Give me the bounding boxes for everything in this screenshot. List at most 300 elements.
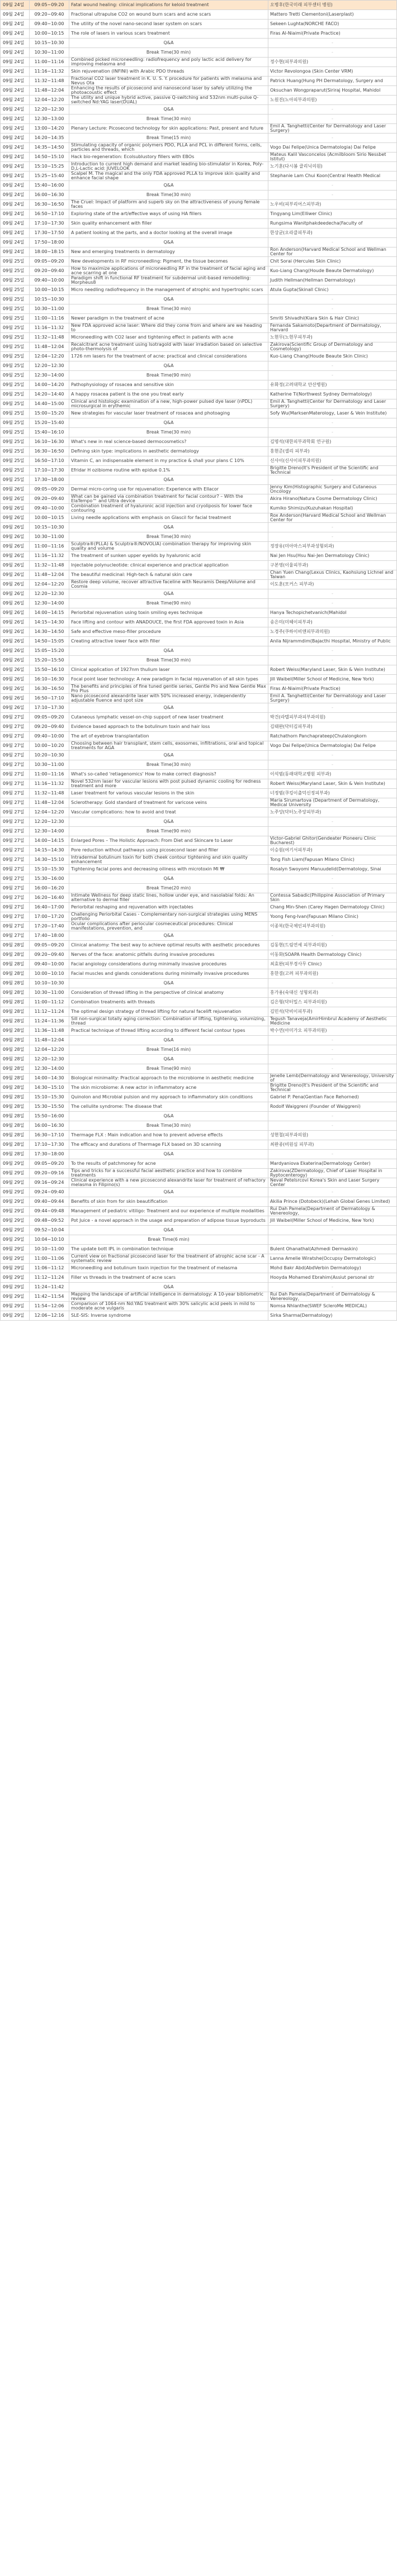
schedule-row	[1, 105, 397, 115]
session-date: 09월 29일	[1, 1188, 30, 1197]
schedule-row	[1, 48, 397, 58]
session-date: 09월 27일	[1, 931, 30, 941]
session-title: Microneedling with CO2 laser and tightening effect in patients with acne	[69, 333, 268, 342]
session-date: 09월 27일	[1, 732, 30, 741]
session-time: 15:40~16:10	[30, 428, 69, 437]
session-time: 12:04~12:20	[30, 96, 69, 105]
session-time: 14:35~14:50	[30, 143, 69, 153]
session-speaker: -	[268, 39, 397, 48]
schedule-row	[1, 922, 397, 931]
session-date: 09월 28일	[1, 979, 30, 988]
session-time: 16:50~17:10	[30, 209, 69, 219]
session-title: Break Time(6 min)	[69, 1235, 268, 1245]
session-time: 12:20~12:30	[30, 105, 69, 115]
session-time: 14:00~14:30	[30, 1074, 69, 1083]
session-time: 14:40~15:00	[30, 399, 69, 409]
session-speaker: -	[268, 874, 397, 884]
schedule-row	[1, 380, 397, 390]
session-date: 09월 25일	[1, 466, 30, 475]
session-time: 14:00~14:15	[30, 608, 69, 618]
schedule-row	[1, 599, 397, 608]
schedule-row	[1, 153, 397, 162]
schedule-row	[1, 1216, 397, 1226]
schedule-row	[1, 656, 397, 665]
session-title: 1726 nm lasers for the treatment of acne: practical and clinical considerations	[69, 352, 268, 361]
session-date: 09월 26일	[1, 675, 30, 684]
schedule-row	[1, 1273, 397, 1283]
session-time: 12:04~12:20	[30, 580, 69, 589]
session-speaker: Rosalyn Swoyomi Manuudelid(Dermatology, Sinai	[268, 865, 397, 874]
session-title: Periorbital reshaping and rejuvenation with injectables	[69, 903, 268, 912]
schedule-row	[1, 494, 397, 504]
session-title: Q&A	[69, 475, 268, 485]
session-time: 11:36~11:48	[30, 1026, 69, 1036]
session-title: SLE-SIS: Inverse syndrome	[69, 1311, 268, 1321]
schedule-row	[1, 77, 397, 86]
session-speaker: Kumiko Shimizu(Kuzuhakan Hospital)	[268, 504, 397, 513]
session-title: Break Time(15 min)	[69, 134, 268, 143]
session-title: Current view on fractional picosecond laser for the treatment of atrophic acne scar - A systematic review	[69, 1254, 268, 1264]
session-date: 09월 26일	[1, 665, 30, 675]
session-time: 14:20~14:35	[30, 134, 69, 143]
schedule-row	[1, 855, 397, 865]
session-speaker: -	[268, 115, 397, 124]
session-time: 15:50~16:00	[30, 1112, 69, 1121]
session-title: Intradermal botulinum toxin for both cheek contour tightening and skin quality enhancement	[69, 855, 268, 865]
session-title: Break Time(30 min)	[69, 656, 268, 665]
session-speaker: Atula Gupta(Skinall Clinic)	[268, 285, 397, 295]
session-date: 09월 25일	[1, 257, 30, 266]
session-speaker: -	[268, 884, 397, 893]
schedule-row	[1, 988, 397, 998]
schedule-row	[1, 523, 397, 532]
session-speaker: -	[268, 304, 397, 314]
schedule-row	[1, 428, 397, 437]
session-time: 10:00~10:15	[30, 285, 69, 295]
session-speaker: 정수현(피부과의원)	[268, 58, 397, 67]
session-speaker: -	[268, 931, 397, 941]
session-date: 09월 28일	[1, 1064, 30, 1074]
session-speaker: Emil A. Tanghetti(Center for Dermatology and Laser Surgery)	[268, 399, 397, 409]
session-time: 10:00~10:15	[30, 513, 69, 523]
session-speaker: Yoong Feng-Ivan(Fapusan Milano Clinic)	[268, 912, 397, 922]
schedule-row	[1, 1311, 397, 1321]
session-speaker: -	[268, 599, 397, 608]
session-title: Living needle applications with emphasis on Glascil for facial treatment	[69, 513, 268, 523]
schedule-row	[1, 1207, 397, 1216]
session-speaker: 이승원(여기서피부과)	[268, 846, 397, 855]
session-date: 09월 27일	[1, 789, 30, 798]
schedule-row	[1, 409, 397, 418]
session-date: 09월 26일	[1, 551, 30, 561]
session-date: 09월 25일	[1, 266, 30, 276]
session-title: Enlarged Pores – The Holistic Approach: From Diet and Skincare to Laser	[69, 836, 268, 846]
session-title: Introduction to current high demand and market leading bio-stimulator in Korea, Poly-D,L-Lactic acid: JUVELOOK	[69, 162, 268, 172]
session-title: Periorbital rejuvenation using toxin smiling eyes technique	[69, 608, 268, 618]
session-title: Break Time(30 min)	[69, 115, 268, 124]
session-title: Combined picked microneedling: radiofrequency and poly lactic acid delivery for improving melasma and	[69, 58, 268, 67]
session-date: 09월 25일	[1, 371, 30, 380]
session-time: 10:15~10:30	[30, 39, 69, 48]
session-time: 10:00~10:15	[30, 29, 69, 39]
session-speaker: -	[268, 656, 397, 665]
session-date: 09월 28일	[1, 1026, 30, 1036]
schedule-row	[1, 865, 397, 874]
session-time: 16:40~17:00	[30, 903, 69, 912]
session-time: 11:00~11:12	[30, 998, 69, 1007]
session-speaker: Chang Min-Shen (Carey Hagen Dermatology Clinic)	[268, 903, 397, 912]
session-title: Hack bio-regeneration: Ecolsublustory fillers with EBOs	[69, 153, 268, 162]
schedule-row	[1, 684, 397, 694]
session-time: 15:40~16:00	[30, 181, 69, 191]
session-title: Safe and effective meso-filler procedure	[69, 627, 268, 637]
session-title: The treatment of sunken upper eyelids by hyaluronic acid	[69, 551, 268, 561]
schedule-row	[1, 1235, 397, 1245]
session-date: 09월 28일	[1, 988, 30, 998]
schedule-row	[1, 827, 397, 836]
session-title: Ocular complications after periocular cosmeceutical procedures: Clinical manifestations, prevention, and	[69, 922, 268, 931]
session-time: 15:25~15:40	[30, 172, 69, 181]
session-time: 16:00~16:30	[30, 191, 69, 200]
session-date: 09월 29일	[1, 1226, 30, 1235]
session-time: 11:12~11:24	[30, 1273, 69, 1283]
session-speaker: 이도훈(모커스 피부과)	[268, 580, 397, 589]
session-time: 15:10~15:30	[30, 1093, 69, 1102]
session-speaker: Robert Weiss(Maryland Laser, Skin & Vein Institute)	[268, 779, 397, 789]
schedule-row	[1, 1036, 397, 1045]
schedule-row	[1, 551, 397, 561]
session-title: Newer paradigm in the treatment of acne	[69, 314, 268, 323]
session-date: 09월 27일	[1, 827, 30, 836]
session-title: What can be gained via combination treatment for facial contour? – With the ElaTempo™ and Ultra device	[69, 494, 268, 504]
session-date: 09월 28일	[1, 960, 30, 969]
session-speaker: 김명석(대한피부과학회 연구원)	[268, 437, 397, 447]
session-date: 09월 27일	[1, 855, 30, 865]
session-speaker: -	[268, 1283, 397, 1292]
session-title: Q&A	[69, 1226, 268, 1235]
session-title: Q&A	[69, 1150, 268, 1159]
session-date: 09월 27일	[1, 846, 30, 855]
session-date: 09월 29일	[1, 1178, 30, 1188]
session-speaker: Rungsima Wanitphakdeedecha(Faculty of	[268, 219, 397, 228]
session-date: 09월 24일	[1, 219, 30, 228]
session-time: 10:30~11:00	[30, 304, 69, 314]
session-title: Defining skin type: implications in aesthetic dermatology	[69, 447, 268, 456]
session-date: 09월 24일	[1, 115, 30, 124]
session-title: A happy rosacea patient is the one you treat early	[69, 390, 268, 399]
session-title: Pathophysiology of rosacea and sensitive skin	[69, 380, 268, 390]
session-time: 12:20~12:30	[30, 589, 69, 599]
session-speaker: 홍가용(숙대신 성형외과)	[268, 988, 397, 998]
session-date: 09월 26일	[1, 656, 30, 665]
session-speaker: Mattero Tretti Clementoni(Laserplast)	[268, 10, 397, 20]
schedule-row	[1, 580, 397, 589]
session-speaker: Smriti Shivadhi(Kiara Skin & Hair Clinic)	[268, 314, 397, 323]
session-speaker: Lanna Amelie Wiratshe(Occupsy Dermatologic)	[268, 1254, 397, 1264]
session-title: Laser treatment for various vascular lesions in the skin	[69, 789, 268, 798]
session-speaker: Gabriel P. Pena(Gentian Face Rehorned)	[268, 1093, 397, 1102]
session-title: Choosing between hair transplant, stem cells, exosomes, infiltrations, oral and topical treatments for AGA	[69, 741, 268, 751]
schedule-row	[1, 1264, 397, 1273]
session-date: 09월 29일	[1, 1283, 30, 1292]
session-time: 10:30~11:00	[30, 48, 69, 58]
session-time: 16:50~17:10	[30, 694, 69, 703]
schedule-row	[1, 181, 397, 191]
session-time: 09:40~10:00	[30, 504, 69, 513]
session-time: 16:50~17:10	[30, 456, 69, 466]
session-speaker: Patrick Huang(Hung PH Dermatology, Surgery and	[268, 77, 397, 86]
session-time: 09:48~09:52	[30, 1216, 69, 1226]
session-time: 12:20~12:30	[30, 361, 69, 371]
session-date: 09월 26일	[1, 580, 30, 589]
session-speaker: -	[268, 48, 397, 58]
session-time: 09:40~09:44	[30, 1197, 69, 1207]
session-title: Fractional CO2 laser treatment in K. U. S. Y. procedure for patients with melasma and Nevus Ota	[69, 77, 268, 86]
session-time: 09:24~09:40	[30, 1188, 69, 1197]
schedule-row	[1, 238, 397, 247]
session-title: Break Time(90 min)	[69, 599, 268, 608]
session-time: 16:30~17:10	[30, 1131, 69, 1140]
session-date: 09월 26일	[1, 504, 30, 513]
session-time: 16:30~16:50	[30, 200, 69, 209]
schedule-body	[1, 1, 397, 1321]
session-speaker: Vogo Dai Felipe(Unica Dermatologia) Dai Felipe	[268, 741, 397, 751]
session-date: 09월 25일	[1, 428, 30, 437]
session-time: 13:00~14:20	[30, 124, 69, 134]
session-date: 09월 25일	[1, 285, 30, 295]
session-title: Biological minimality: Practical approach to the microbiome in aesthetic medicine	[69, 1074, 268, 1083]
session-title: Q&A	[69, 1112, 268, 1121]
session-date: 09월 27일	[1, 922, 30, 931]
schedule-row	[1, 323, 397, 333]
session-title: Pot Juice - a novel approach in the usage and preparation of adipose tissue byproducts	[69, 1216, 268, 1226]
session-time: 14:50~15:10	[30, 153, 69, 162]
session-time: 11:48~12:04	[30, 86, 69, 96]
session-speaker: Jenny Kim(Histographic Surgery and Cutaneous Oncology	[268, 485, 397, 494]
schedule-row	[1, 760, 397, 770]
session-date: 09월 28일	[1, 1055, 30, 1064]
session-date: 09월 26일	[1, 494, 30, 504]
schedule-row	[1, 960, 397, 969]
session-speaker: 홍현준(셀리 피부과)	[268, 447, 397, 456]
session-date: 09월 24일	[1, 77, 30, 86]
schedule-row	[1, 846, 397, 855]
schedule-row	[1, 1178, 397, 1188]
session-date: 09월 28일	[1, 941, 30, 950]
schedule-row	[1, 912, 397, 922]
session-time: 11:32~11:48	[30, 561, 69, 570]
session-time: 14:00~14:15	[30, 836, 69, 846]
session-speaker: -	[268, 1188, 397, 1197]
schedule-row	[1, 67, 397, 77]
session-speaker: 노기훈(다시봄 클리닉의원)	[268, 162, 397, 172]
session-speaker: 노주앙(닥터노주앙피부과)	[268, 808, 397, 817]
session-speaker: 오병후(한국미래 피부센터 병원)	[268, 1, 397, 10]
schedule-row	[1, 342, 397, 352]
schedule-row	[1, 257, 397, 266]
schedule-row	[1, 1055, 397, 1064]
schedule-row	[1, 694, 397, 703]
session-time: 09:40~10:00	[30, 960, 69, 969]
session-time: 10:00~10:10	[30, 969, 69, 979]
schedule-row	[1, 219, 397, 228]
session-speaker: Brigitte Dreno(It's President of the Scientific and Technical	[268, 1083, 397, 1093]
session-title: Fatal wound healing: clinical implications for keloid treatment	[69, 1, 268, 10]
session-time: 15:50~16:10	[30, 665, 69, 675]
schedule-row	[1, 627, 397, 637]
session-date: 09월 24일	[1, 143, 30, 153]
schedule-row	[1, 1292, 397, 1302]
schedule-row	[1, 314, 397, 323]
session-time: 09:20~09:16	[30, 1169, 69, 1178]
session-time: 11:00~11:16	[30, 770, 69, 779]
session-title: Break Time(30 min)	[69, 760, 268, 770]
session-title: Break Time(30 min)	[69, 48, 268, 58]
session-title: Microneedling and botulinum toxin injection for the treatment of melasma	[69, 1264, 268, 1273]
session-title: New FDA approved acne laser: Where did they come from and where are we heading to	[69, 323, 268, 333]
session-date: 09월 24일	[1, 162, 30, 172]
session-date: 09월 26일	[1, 542, 30, 551]
session-date: 09월 26일	[1, 646, 30, 656]
session-time: 11:42~11:54	[30, 1292, 69, 1302]
session-time: 11:00~11:16	[30, 542, 69, 551]
session-time: 14:30~15:10	[30, 1083, 69, 1093]
session-date: 09월 24일	[1, 105, 30, 115]
session-date: 09월 25일	[1, 447, 30, 456]
session-speaker: Akira Hirano(Natura Cosme Dermatology Clinic)	[268, 494, 397, 504]
session-date: 09월 25일	[1, 437, 30, 447]
session-title: The skin microbiome: A new actor in inflammatory acne	[69, 1083, 268, 1093]
schedule-row	[1, 304, 397, 314]
schedule-row	[1, 998, 397, 1007]
session-date: 09월 25일	[1, 314, 30, 323]
session-title: Filler vs threads in the treatment of acne scars	[69, 1273, 268, 1283]
session-speaker: Anila Nijrammdim(Bajacthi Hospital, Ministry of Public	[268, 637, 397, 646]
schedule-row	[1, 1302, 397, 1311]
schedule-row	[1, 941, 397, 950]
schedule-row	[1, 770, 397, 779]
session-title: The optimal design strategy of thread lifting for natural facelift rejuvenation	[69, 1007, 268, 1017]
schedule-row	[1, 1159, 397, 1169]
schedule-row	[1, 1150, 397, 1159]
session-time: 09:05~09:20	[30, 713, 69, 722]
session-time: 14:30~14:50	[30, 627, 69, 637]
session-time: 11:48~12:04	[30, 798, 69, 808]
session-date: 09월 25일	[1, 418, 30, 428]
session-date: 09월 24일	[1, 209, 30, 219]
session-date: 09월 24일	[1, 238, 30, 247]
session-date: 09월 27일	[1, 770, 30, 779]
session-speaker: -	[268, 827, 397, 836]
session-title: How to maximize applications of microneedling RF in the treatment of facial aging and acne scarring at one	[69, 266, 268, 276]
session-time: 12:04~12:20	[30, 808, 69, 817]
session-date: 09월 26일	[1, 627, 30, 637]
session-time: 15:10~15:30	[30, 865, 69, 874]
session-title: What's new in real science-based dermocosmetics?	[69, 437, 268, 447]
session-speaker: 김은형(닥터밀스 피부과의원)	[268, 998, 397, 1007]
session-date: 09월 27일	[1, 912, 30, 922]
session-date: 09월 25일	[1, 323, 30, 333]
schedule-row	[1, 295, 397, 304]
session-title: Novel 532nm laser for vascular lesions with post pulsed dynamic cooling for redness treatment and more	[69, 779, 268, 789]
session-date: 09월 25일	[1, 352, 30, 361]
session-time: 15:20~15:40	[30, 418, 69, 428]
session-time: 17:30~18:00	[30, 1150, 69, 1159]
session-date: 09월 26일	[1, 684, 30, 694]
schedule-row	[1, 162, 397, 172]
session-date: 09월 24일	[1, 228, 30, 238]
session-date: 09월 28일	[1, 1074, 30, 1083]
schedule-row	[1, 447, 397, 456]
session-title: Q&A	[69, 295, 268, 304]
schedule-row	[1, 1245, 397, 1254]
session-date: 09월 25일	[1, 333, 30, 342]
schedule-row	[1, 475, 397, 485]
session-title: Micro needling radiofrequency in the management of atrophic and hypertrophic scars	[69, 285, 268, 295]
session-time: 09:05~09:20	[30, 941, 69, 950]
schedule-row	[1, 1169, 397, 1178]
session-date: 09월 26일	[1, 703, 30, 713]
session-time: 11:16~11:32	[30, 323, 69, 333]
session-title: The Cruel: Impact of platform and superb sky on the attractiveness of young female faces	[69, 200, 268, 209]
session-speaker: Ratchathorn Panchaprateep(Chulalongkorn	[268, 732, 397, 741]
session-time: 15:05~15:20	[30, 646, 69, 656]
schedule-row	[1, 10, 397, 20]
session-title: Q&A	[69, 646, 268, 656]
schedule-row	[1, 209, 397, 219]
schedule-row	[1, 39, 397, 48]
session-title: Quinolon and Microbial pulsion and my approach to inflammatory skin conditions	[69, 1093, 268, 1102]
schedule-row	[1, 466, 397, 475]
schedule-row	[1, 361, 397, 371]
session-time: 09:40~10:00	[30, 732, 69, 741]
session-speaker: 신사이(신사이피부과의원)	[268, 456, 397, 466]
schedule-row	[1, 1007, 397, 1017]
session-speaker: -	[268, 361, 397, 371]
session-speaker: Judith Hellman(Hellman Dermatology)	[268, 276, 397, 285]
session-time: 14:30~15:10	[30, 855, 69, 865]
session-speaker: -	[268, 1235, 397, 1245]
schedule-row	[1, 1112, 397, 1121]
session-speaker: Firas Al-Niaimi(Private Practice)	[268, 29, 397, 39]
session-title: The beautiful medicinal: High-tech & natural skin care	[69, 570, 268, 580]
session-speaker: 송은미(미헤이피부과)	[268, 618, 397, 627]
session-date: 09월 28일	[1, 1140, 30, 1150]
session-title: Q&A	[69, 1188, 268, 1197]
session-title: Restore deep volume, recover attractive faceline with Neuramis Deep/Volume and Cosmia	[69, 580, 268, 589]
session-title: Facial muscles and glands considerations during minimally invasive procedures	[69, 969, 268, 979]
session-date: 09월 28일	[1, 1093, 30, 1102]
session-speaker: Maria Sirumartova (Department of Dermatology, Medical University	[268, 798, 397, 808]
session-title: Injectable polynucleotide: clinical experience and practical application	[69, 561, 268, 570]
session-date: 09월 25일	[1, 399, 30, 409]
session-date: 09월 24일	[1, 191, 30, 200]
session-title: Combination treatment of hyaluronic acid injection and cryoliposis for lower face contouring	[69, 504, 268, 513]
session-time: 09:20~09:40	[30, 722, 69, 732]
session-title: Q&A	[69, 874, 268, 884]
session-date: 09월 24일	[1, 134, 30, 143]
session-date: 09월 29일	[1, 1292, 30, 1302]
session-title: Comparison of 1064-nm Nd:YAG treatment with 30% salicylic acid peels in mild to moderate acne vulgaris	[69, 1302, 268, 1311]
session-date: 09월 27일	[1, 722, 30, 732]
session-title: Cutaneous lymphatic vessel-on-chip support of new laser treatment	[69, 713, 268, 722]
session-time: 17:20~17:40	[30, 922, 69, 931]
session-date: 09월 29일	[1, 1216, 30, 1226]
session-date: 09월 25일	[1, 342, 30, 352]
session-time: 09:52~10:04	[30, 1226, 69, 1235]
schedule-row	[1, 969, 397, 979]
schedule-row	[1, 589, 397, 599]
